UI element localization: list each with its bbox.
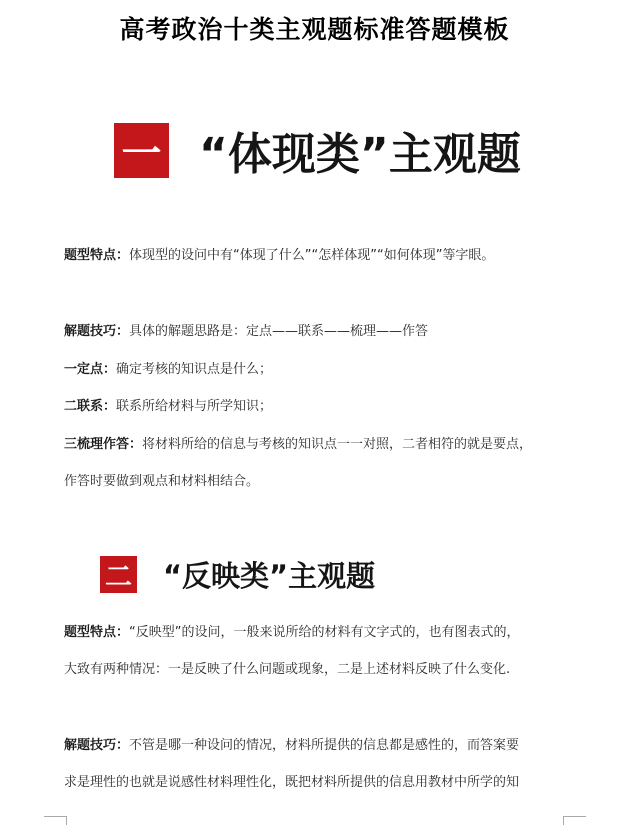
step-1-text: 确定考核的知识点是什么； xyxy=(116,362,273,377)
section-2-skill-continuation: 求是理性的也就是说感性材料理性化，既把材料所提供的信息用教材中所学的知 xyxy=(64,775,520,790)
section-2-feature-continuation: 大致有两种情况：一是反映了什么问题或现象，二是上述材料反映了什么变化. xyxy=(64,662,511,677)
step-2-label: 二联系： xyxy=(64,399,117,414)
section-2-heading xyxy=(100,554,375,595)
step-3-label: 三梳理作答： xyxy=(64,437,143,452)
feature-label: 题型特点： xyxy=(64,248,130,263)
step-2-text: 联系所给材料与所学知识； xyxy=(116,399,273,414)
section-1-heading xyxy=(114,118,521,182)
section-1-step-2 xyxy=(64,398,272,416)
feature-text: 体现型的设问中有“体现了什么”“怎样体现”“如何体现”等字眼。 xyxy=(129,248,495,263)
document-title: 高考政治十类主观题标准答题模板 xyxy=(119,15,510,44)
section-1-title: “体现类”主观题 xyxy=(199,129,521,180)
section-1-step-1 xyxy=(64,361,272,379)
skill-text: 具体的解题思路是：定点——联系——梳理——作答 xyxy=(129,324,429,339)
section-1-step-3 xyxy=(64,436,532,454)
step-1-label: 一定点： xyxy=(64,362,117,377)
skill-label: 解题技巧： xyxy=(64,738,130,753)
skill-text: 不管是哪一种设问的情况，材料所提供的信息都是感性的，而答案要 xyxy=(129,738,520,753)
section-2-number-badge: 二 xyxy=(100,556,137,593)
feature-text: “反映型”的设问，一般来说所给的材料有文字式的，也有图表式的， xyxy=(129,625,520,640)
section-2-title: “反映类”主观题 xyxy=(163,559,376,593)
page-corner-mark-right xyxy=(563,816,586,825)
page-corner-mark-left xyxy=(44,816,67,825)
skill-label: 解题技巧： xyxy=(64,324,130,339)
section-2-skill-paragraph xyxy=(64,737,519,755)
section-1-step-3-continuation: 作答时要做到观点和材料相结合。 xyxy=(64,474,260,489)
section-1-number-badge: 一 xyxy=(114,123,169,178)
feature-label: 题型特点： xyxy=(64,625,130,640)
section-1-skill-paragraph xyxy=(64,323,428,341)
section-2-feature-paragraph xyxy=(64,624,520,642)
section-1-feature-paragraph xyxy=(64,247,494,265)
step-3-text: 将材料所给的信息与考核的知识点一一对照，二者相符的就是要点， xyxy=(142,437,533,452)
